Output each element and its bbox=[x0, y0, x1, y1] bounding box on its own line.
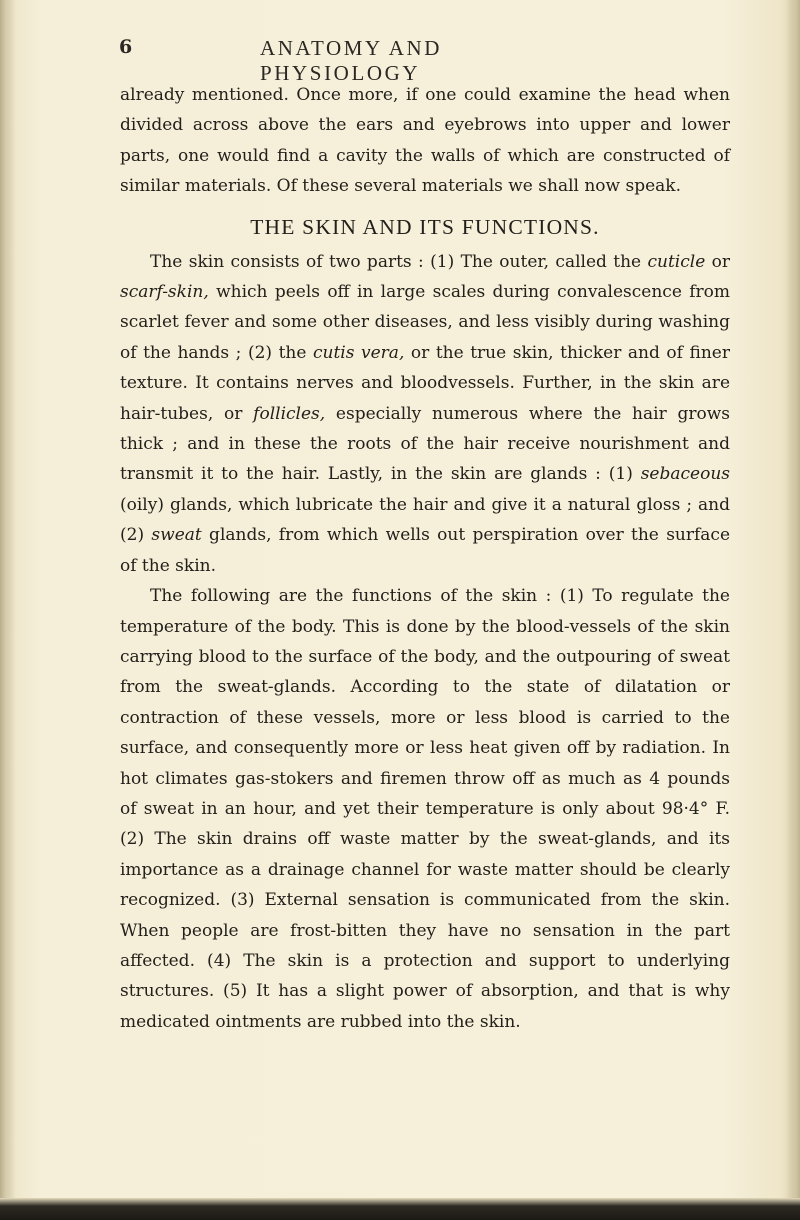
term-scarf-skin: scarf-skin, bbox=[120, 282, 209, 303]
text-run: or bbox=[705, 251, 731, 272]
section-heading: THE SKIN AND ITS FUNCTIONS. bbox=[250, 214, 600, 239]
text-run: The skin consists of two parts : (1) The outer, called the bbox=[150, 251, 648, 272]
term-sweat: sweat bbox=[151, 525, 202, 546]
page-number: 6 bbox=[119, 36, 133, 58]
term-cutis-vera: cutis vera, bbox=[313, 342, 405, 363]
skin-functions-paragraph: The following are the functions of the skin : (1) To regulate the temperature of the body. This is done by the blood-vessels of the skin carrying blood to the surface of the body, and the outpouring of sweat from the sweat-glands. According to the state of dilatation or contraction of these vessels, more or less blood is carried to the surface, and consequently more or less heat given off by radiation. In hot climates gas-stokers and firemen throw off as much as 4 pounds of sweat in an hour, and yet their temperature is only about 98·4° F. (2) The skin drains off waste matter by the sweat-glands, and its importance as a drainage channel for waste matter should be clearly recognized. (3) External sensation is communicated from the skin. When people are frost-bitten they have no sensation in the part affected. (4) The skin is a protection and support to underlying structures. (5) It has a slight power of absorption, and that is why medicated ointments are rubbed into the skin. bbox=[120, 586, 730, 1032]
running-head: ANATOMY AND PHYSIOLOGY bbox=[260, 36, 443, 85]
body-text bbox=[120, 80, 730, 1037]
text-run: which peels off in large scales during convalescence from scarlet fever and some other diseases, and less visibly during washing of the hands ; (2) the bbox=[120, 282, 730, 363]
text-run: (oily) glands, which lubricate the hair and give it a natural gloss ; and (2) bbox=[120, 494, 730, 546]
text-run: especially numerous where the hair grows thick ; and in these the roots of the hair receive nourishment and transmit it to the hair. Lastly, in the skin are glands : (1) bbox=[120, 403, 730, 485]
term-sebaceous: sebaceous bbox=[640, 464, 730, 485]
intro-paragraph: already mentioned. Once more, if one could examine the head when divided across above the ears and eyebrows into upper and lower parts, one would find a cavity the walls of which are constructed of similar materials. Of these several materials we shall now speak. bbox=[120, 85, 730, 197]
text-run: or the true skin, thicker and of finer texture. It contains nerves and bloodvessels. Further, in the skin are hair-tubes, or bbox=[120, 342, 730, 424]
term-follicles: follicles, bbox=[253, 403, 326, 424]
page-header bbox=[0, 36, 800, 85]
spine-shadow bbox=[0, 0, 16, 1220]
skin-parts-paragraph bbox=[120, 247, 730, 581]
term-cuticle: cuticle bbox=[647, 251, 706, 272]
text-run: glands, from which wells out perspiration over the surface of the skin. bbox=[120, 525, 730, 576]
bottom-edge bbox=[0, 1198, 800, 1220]
page-edge bbox=[786, 0, 800, 1220]
